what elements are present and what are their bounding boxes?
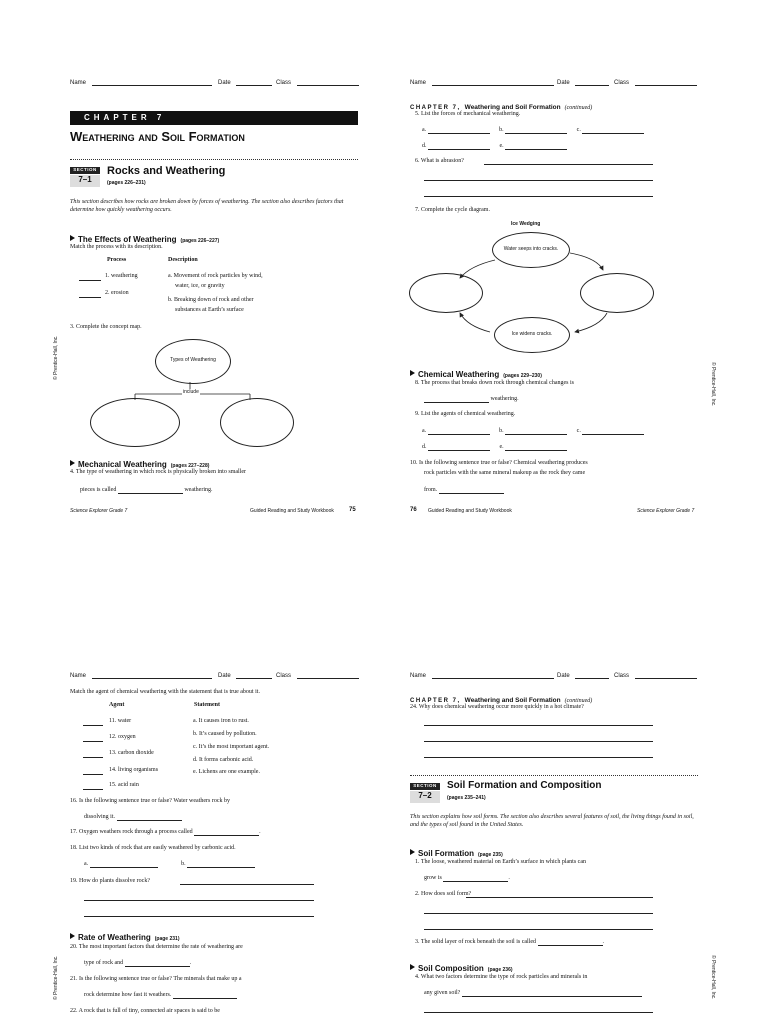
chapter-header: CHAPTER 7, Weathering and Soil Formation (continued) [410, 697, 593, 704]
section-label: SECTION [410, 783, 440, 790]
answer-20[interactable] [125, 959, 190, 967]
footer-right: Science Explorer Grade 7 [637, 508, 695, 514]
answer-16[interactable] [117, 813, 182, 821]
header-name: Name [410, 672, 554, 679]
chapter-title: Weathering and Soil Formation [70, 129, 245, 144]
triangle-icon [70, 460, 75, 466]
header-date: Date [557, 79, 609, 86]
q8-line: weathering. [424, 395, 519, 403]
cycle-bottom-label: Ice widens cracks. [511, 331, 553, 337]
name-field[interactable] [432, 672, 554, 679]
composition-heading: Soil Composition (page 236) [410, 958, 513, 976]
answer-2[interactable] [79, 290, 101, 298]
page-number: 76 [410, 507, 417, 513]
q17: 17. Oxygen weathers rock through a process called . [70, 829, 261, 835]
col-description: Description [168, 257, 198, 263]
answer-soil-2-line3[interactable] [424, 929, 653, 930]
name-field[interactable] [92, 79, 212, 86]
q19: 19. How do plants dissolve rock? [70, 878, 150, 884]
copyright-right: © Prentice-Hall, Inc. [710, 362, 716, 407]
section-title: Rocks and Weathering [107, 165, 226, 177]
intro-text: This section describes how rocks are broken down by forces of weathering. The section also describes factors that determine how quickly weathering occurs. [70, 199, 344, 213]
concept-top-label: Types of Weathering [170, 357, 216, 363]
answer-12[interactable] [83, 734, 103, 742]
q1: 1. weathering [105, 273, 138, 279]
include-label: include [183, 389, 199, 395]
effects-heading: The Effects of Weathering (pages 226–227) [70, 229, 219, 247]
answer-soil-3[interactable] [538, 938, 603, 946]
desc-b-cont: substances at Earth’s surface [175, 307, 244, 313]
soil-q1: 1. The loose, weathered material on Earth’s surface in which plants can [415, 859, 586, 865]
answer-5b[interactable] [505, 126, 567, 134]
header-class: Class [614, 79, 697, 86]
answer-5a[interactable] [428, 126, 490, 134]
triangle-icon [70, 933, 75, 939]
concept-left-oval[interactable] [90, 398, 180, 447]
class-field[interactable] [635, 79, 697, 86]
answer-soil-2-line2[interactable] [424, 913, 653, 914]
soil-q4-line: any given soil? [424, 989, 642, 997]
triangle-icon [410, 964, 415, 970]
footer-mid: Guided Reading and Study Workbook [428, 508, 512, 514]
header-date: Date [557, 672, 609, 679]
col-agent: Agent [109, 702, 125, 708]
q16: 16. Is the following sentence true or false? Water weathers rock by [70, 798, 231, 804]
answer-soil-1[interactable] [443, 874, 508, 882]
soil-q3: 3. The solid layer of rock beneath the soil is called . [415, 939, 605, 945]
soil-q2: 2. How does soil form? [415, 891, 472, 897]
triangle-icon [410, 370, 415, 376]
footer-mid: Guided Reading and Study Workbook [250, 508, 334, 514]
header-name: Name [70, 79, 212, 86]
concept-top-oval [155, 339, 231, 384]
section-pages: (pages 226–231) [107, 180, 146, 186]
q7: 7. Complete the cycle diagram. [415, 207, 490, 213]
answer-5e[interactable] [505, 142, 567, 150]
agent-item: 14. living organisms [109, 767, 159, 773]
q4: 4. The type of weathering in which rock is physically broken into smaller [70, 469, 247, 475]
answer-10[interactable] [439, 486, 504, 494]
answer-9e[interactable] [505, 443, 567, 451]
answer-6-line3[interactable] [424, 196, 653, 197]
page-number: 75 [349, 507, 356, 513]
date-field[interactable] [236, 672, 272, 679]
agent-item: 11. water [109, 718, 132, 724]
section-label: SECTION [70, 167, 100, 174]
answer-15[interactable] [83, 782, 103, 790]
rate-heading: Rate of Weathering (page 231) [70, 927, 179, 945]
statement-item: c. It’s the most important agent. [193, 744, 270, 750]
name-field[interactable] [432, 79, 554, 86]
section-number: 7–2 [410, 791, 440, 803]
q9-row1: a. b. c. [422, 427, 644, 435]
agent-item: 13. carbon dioxide [109, 750, 154, 756]
date-field[interactable] [575, 79, 609, 86]
soil-q1-line: grow is . [424, 875, 510, 881]
desc-a-cont: water, ice, or gravity [175, 283, 225, 289]
mech-heading: Mechanical Weathering (pages 227–228) [70, 454, 209, 472]
cycle-left-oval[interactable] [409, 273, 483, 313]
chapter-header: CHAPTER 7, Weathering and Soil Formation (continued) [410, 104, 593, 111]
header-date: Date [218, 79, 272, 86]
answer-21[interactable] [173, 991, 237, 999]
q18: 18. List two kinds of rock that are easily weathered by carbonic acid. [70, 845, 236, 851]
q18-row: a. b. [84, 860, 255, 868]
desc-b: b. Breaking down of rock and other [168, 297, 254, 303]
q5-row2: d. e. [422, 142, 567, 150]
statement-item: b. It’s caused by pollution. [193, 731, 257, 737]
agent-item: 12. oxygen [109, 734, 136, 740]
divider [70, 159, 358, 160]
cycle-right-oval[interactable] [580, 273, 654, 313]
answer-8[interactable] [424, 395, 489, 403]
section-number: 7–1 [70, 175, 100, 187]
answer-24-line3[interactable] [424, 757, 653, 758]
q4-line: pieces is called weathering. [80, 487, 213, 493]
q3: 3. Complete the concept map. [70, 324, 142, 330]
date-field[interactable] [575, 672, 609, 679]
answer-18a[interactable] [90, 860, 158, 868]
cycle-top-label: Water seeps into cracks. [503, 246, 559, 252]
answer-soil-4-line2[interactable] [424, 1012, 653, 1013]
copyright-right: © Prentice-Hall, Inc. [710, 955, 716, 1000]
q2: 2. erosion [105, 290, 129, 296]
header-class: Class [276, 672, 359, 679]
q22: 22. A rock that is full of tiny, connected air spaces is said to be [70, 1008, 220, 1014]
answer-24-line2[interactable] [424, 741, 653, 742]
answer-9c[interactable] [582, 427, 644, 435]
chem-heading: Chemical Weathering (pages 229–230) [410, 364, 542, 382]
answer-5d[interactable] [428, 142, 490, 150]
header-date: Date [218, 672, 272, 679]
cycle-top-oval [492, 232, 570, 268]
statement-item: e. Lichens are one example. [193, 769, 260, 775]
section-title: Soil Formation and Composition [447, 780, 602, 791]
answer-13[interactable] [83, 750, 103, 758]
q10-cont: rock particles with the same mineral makeup as the rock they came [424, 470, 586, 476]
answer-19-line1[interactable] [180, 884, 314, 885]
answer-6-line1[interactable] [484, 164, 653, 165]
date-field[interactable] [236, 79, 272, 86]
class-field[interactable] [635, 672, 697, 679]
answer-14[interactable] [83, 767, 103, 775]
answer-4[interactable] [118, 486, 183, 494]
match-instructions: Match the process with its description. [70, 244, 163, 250]
answer-17[interactable] [194, 828, 259, 836]
col-process: Process [107, 257, 127, 263]
footer-left: Science Explorer Grade 7 [70, 508, 128, 514]
intro-text: This section explains how soil forms. The section also describes several features of soil, the living things found in soil, and the types of soil found in the United States. [410, 814, 694, 828]
agent-item: 15. acid rain [109, 782, 139, 788]
match-instructions: Match the agent of chemical weathering with the statement that is true about it. [70, 689, 260, 695]
section-pages: (pages 235–241) [447, 795, 486, 801]
statement-item: a. It causes iron to rust. [193, 718, 249, 724]
col-statement: Statement [194, 702, 220, 708]
answer-9a[interactable] [428, 427, 490, 435]
q9-row2: d. e. [422, 443, 567, 451]
cycle-title: Ice Wedging [511, 221, 541, 227]
soil-q4: 4. What two factors determine the type of rock particles and minerals in [415, 974, 588, 980]
statement-item: d. It forms carbonic acid. [193, 757, 254, 763]
formation-heading: Soil Formation (page 235) [410, 843, 503, 861]
q20: 20. The most important factors that determine the rate of weathering are [70, 944, 243, 950]
q21-line: rock determine how fast it weathers. [84, 991, 237, 999]
q5-row1: a. b. c. [422, 126, 644, 134]
header-class: Class [276, 79, 359, 86]
answer-9b[interactable] [505, 427, 567, 435]
answer-24-line1[interactable] [424, 725, 653, 726]
cycle-bottom-oval [494, 317, 570, 353]
answer-18b[interactable] [187, 860, 255, 868]
header-name: Name [70, 672, 212, 679]
q10: 10. Is the following sentence true or false? Chemical weathering produces [410, 460, 588, 466]
desc-a: a. Movement of rock particles by wind, [168, 273, 263, 279]
header-class: Class [614, 672, 697, 679]
copyright-left: © Prentice-Hall, Inc. [53, 335, 59, 380]
q9: 9. List the agents of chemical weathering. [415, 411, 516, 417]
class-field[interactable] [297, 672, 359, 679]
copyright-left: © Prentice-Hall, Inc. [53, 955, 59, 1000]
answer-6-line2[interactable] [424, 180, 653, 181]
q6: 6. What is abrasion? [415, 158, 464, 164]
q10-line: from. [424, 486, 504, 494]
answer-1[interactable] [79, 273, 101, 281]
concept-right-oval[interactable] [220, 398, 294, 447]
answer-soil-4-line1[interactable] [462, 989, 642, 997]
q5: 5. List the forces of mechanical weathering. [415, 111, 521, 117]
q24: 24. Why does chemical weathering occur more quickly in a hot climate? [410, 704, 584, 710]
answer-19-line2[interactable] [84, 900, 314, 901]
name-field[interactable] [92, 672, 212, 679]
answer-9d[interactable] [428, 443, 490, 451]
answer-19-line3[interactable] [84, 916, 314, 917]
q21: 21. Is the following sentence true or false? The minerals that make up a [70, 976, 242, 982]
chapter-bar: CHAPTER 7 [70, 111, 358, 125]
q20-line: type of rock and . [84, 960, 192, 966]
answer-soil-2-line1[interactable] [466, 897, 653, 898]
header-name: Name [410, 79, 554, 86]
triangle-icon [410, 849, 415, 855]
q8: 8. The process that breaks down rock through chemical changes is [415, 380, 575, 386]
q16-line: dissolving it. [84, 813, 182, 821]
divider [410, 775, 698, 776]
class-field[interactable] [297, 79, 359, 86]
answer-11[interactable] [83, 718, 103, 726]
triangle-icon [70, 235, 75, 241]
answer-5c[interactable] [582, 126, 644, 134]
